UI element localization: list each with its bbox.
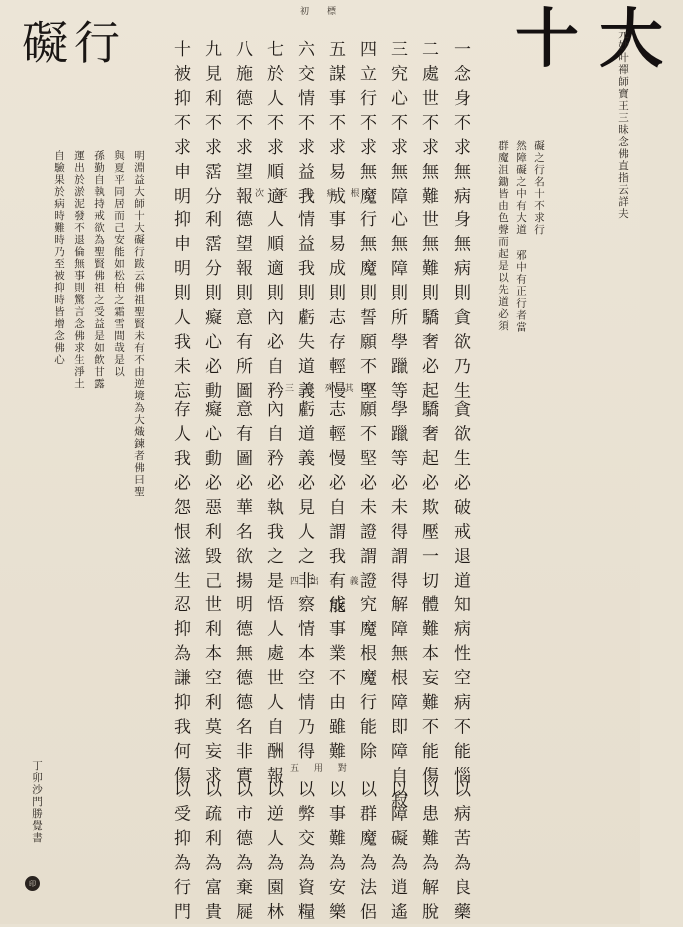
line-4-9: 世利本空利莫妄求 [201, 595, 221, 791]
line-1-2: 二處世不求無難 [418, 40, 438, 212]
left-note-2: 與夏平同居而己安能如松柏之霜雪間哉是以 [113, 150, 125, 378]
line-4-1: 知病性空病不能惱 [450, 595, 470, 791]
line-2-6: 情益我則虧失道義 [294, 210, 314, 406]
line-4-8: 明德無德德名非實 [232, 595, 252, 791]
line-4-2: 體難本妄難不能傷 [418, 595, 438, 791]
line-1-6: 六交情不求益我 [294, 40, 314, 212]
line-2-5: 事易成則志存輕慢 [325, 210, 345, 406]
section-4-title: 四 出 正 義 [290, 577, 363, 587]
line-1-5: 五謀事不求易成 [325, 40, 345, 212]
line-5-10: 以受抑為行門 [170, 780, 190, 927]
line-4-3: 解障無根障即障自寂 [387, 595, 407, 816]
line-5-1: 以病苦為良藥 [450, 780, 470, 927]
line-1-10: 十被抑不求申明 [170, 40, 190, 212]
line-2-8: 德望報則意有所圖 [232, 210, 252, 406]
seal-stamp: 印 [25, 876, 40, 891]
line-1-8: 八施德不求望報 [232, 40, 252, 212]
line-2-2: 世無難則驕奢必起 [418, 210, 438, 406]
line-3-6: 虧道義必見人之非 [294, 400, 314, 596]
right-note-3: 然障礙之中有大道 邪中有正行者當 [515, 140, 527, 334]
right-note-4: 群魔沮鋤皆由色聲而起是以先道必須 [497, 140, 509, 332]
left-note-4: 運出於淤泥發不退倫無事則驚言念佛求生淨土 [73, 150, 85, 390]
line-4-10: 忍抑為謙抑我何傷 [170, 595, 190, 791]
line-1-9: 九見利不求霑分 [201, 40, 221, 212]
left-note-3: 孫勤自執持戒欲為聖賢佛祖之受益是如飲甘露 [93, 150, 105, 390]
line-3-9: 癡心動必惡利毀己 [201, 400, 221, 596]
line-2-1: 身無病則貪欲乃生 [450, 210, 470, 406]
line-2-4: 行無魔則誓願不堅 [356, 210, 376, 406]
line-3-3: 學躐等必未得謂得 [387, 400, 407, 596]
line-4-5: 成事業不由雖難 [325, 595, 345, 767]
line-5-8: 以市德為棄屣 [232, 780, 252, 927]
line-4-7: 悟人處世人自酬報 [263, 595, 283, 791]
section-5-title: 五 用 對 [290, 764, 353, 774]
line-1-1: 一念身不求無病 [450, 40, 470, 212]
line-4-6: 察情本空情乃得 [294, 595, 314, 767]
line-5-5: 以事難為安樂 [325, 780, 345, 927]
section-3-title: 三 詳 列 其 證 [285, 384, 378, 394]
line-3-5: 志輕慢必自謂我有能 [325, 400, 345, 621]
line-2-10: 抑申明則人我未忘 [170, 210, 190, 406]
title-sub: 礙行 [22, 16, 126, 70]
right-note-2: 礙之行名十不求行 [533, 140, 545, 236]
title-main: 十大 [515, 2, 683, 77]
section-1-title: 初標 [300, 7, 355, 17]
line-3-10: 存人我必怨恨滋生 [170, 400, 190, 596]
line-3-7: 內自矜必執我之是 [263, 400, 283, 596]
line-5-7: 以逆人為園林 [263, 780, 283, 927]
signature-line: 丁卯沙門勝覺書 [31, 760, 43, 844]
left-note-1: 明淵益大師十大礙行跋云佛祖聖賢未有不由逆境為大熾鍊者佛曰聖 [133, 150, 145, 498]
line-1-4: 四立行不求無魔 [356, 40, 376, 212]
line-5-9: 以疏利為富貴 [201, 780, 221, 927]
line-5-2: 以患難為解脫 [418, 780, 438, 927]
left-note-5: 自驗果於病時難時乃至被抑時皆增念佛心 [53, 150, 65, 366]
line-3-2: 驕奢起必欺壓一切 [418, 400, 438, 596]
line-2-7: 人順適則內必自矜 [263, 210, 283, 406]
line-5-4: 以群魔為法侶 [356, 780, 376, 927]
line-3-8: 意有圖必華名欲揚 [232, 400, 252, 596]
line-1-3: 三究心不求無障 [387, 40, 407, 212]
line-1-7: 七於人不求順適 [263, 40, 283, 212]
line-5-6: 以弊交為資糧 [294, 780, 314, 927]
right-note-1: 元妙叶禪師寶王三昧念佛直指云詳夫 [617, 28, 629, 220]
section-2-title: 次 反 明 病 根 [255, 189, 366, 199]
line-4-4: 究魔根魔行能除 [356, 595, 376, 767]
line-2-3: 心無障則所學躐等 [387, 210, 407, 406]
line-3-1: 貪欲生必破戒退道 [450, 400, 470, 596]
line-2-9: 利霑分則癡心必動 [201, 210, 221, 406]
line-5-3: 以障礙為逍遙 [387, 780, 407, 927]
line-3-4: 願不堅必未證謂證 [356, 400, 376, 596]
